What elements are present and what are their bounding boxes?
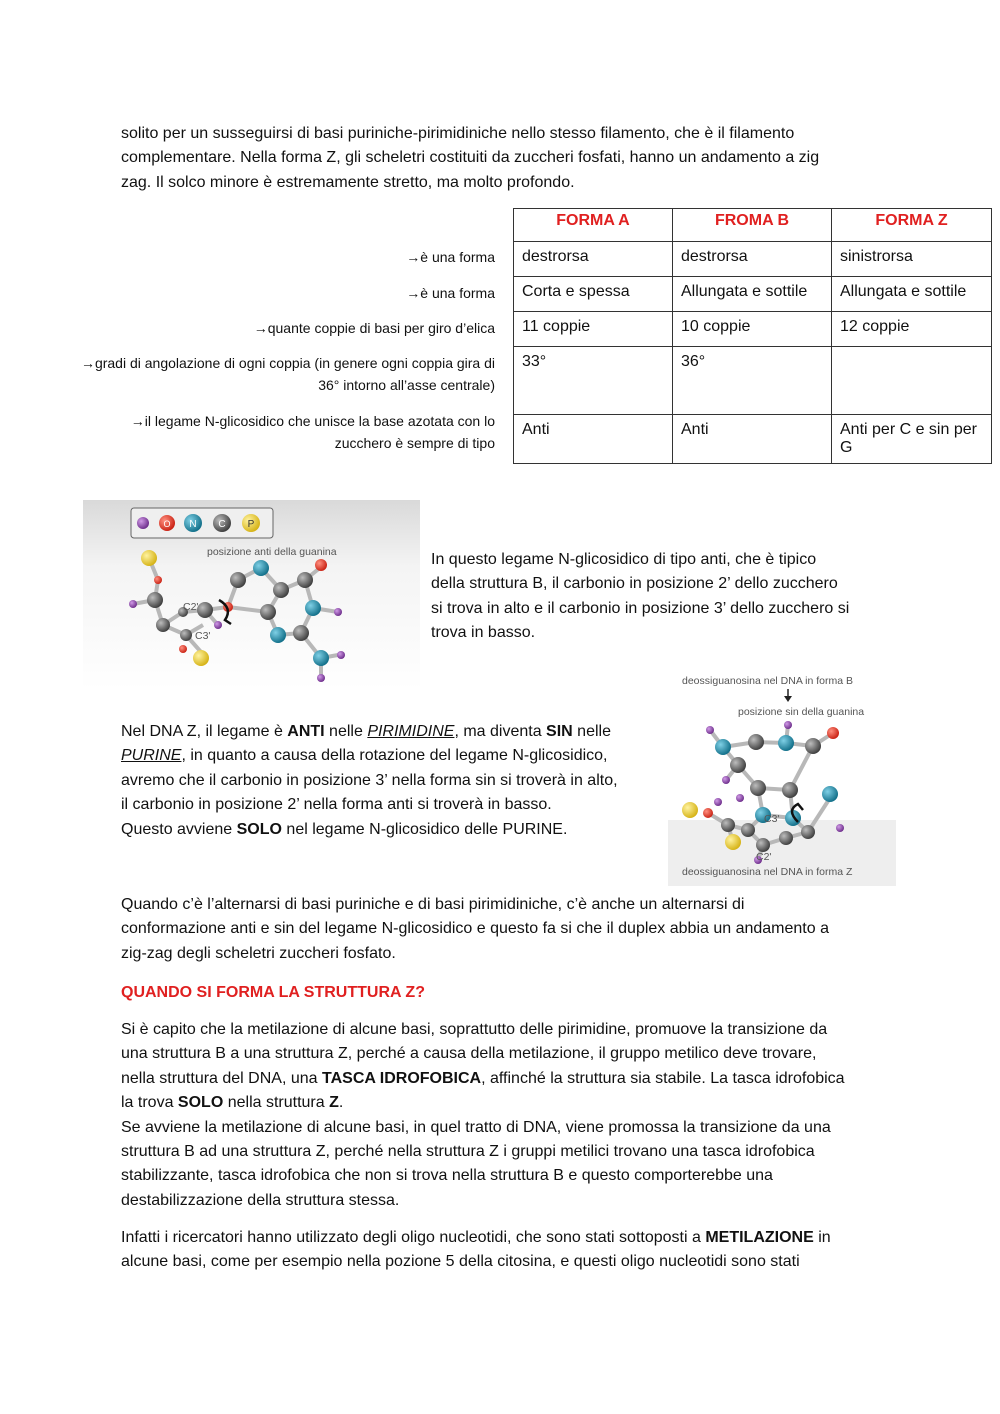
legend-o-label: O bbox=[163, 519, 171, 529]
phosphorus-atom bbox=[682, 802, 698, 818]
carbon-atom bbox=[156, 618, 170, 632]
hydrogen-atom bbox=[784, 721, 792, 729]
carbon-atom bbox=[748, 734, 764, 750]
phosphorus-atom bbox=[193, 650, 209, 666]
carbon-atom bbox=[297, 572, 313, 588]
carbon-atom bbox=[197, 602, 213, 618]
carbon-atom bbox=[293, 625, 309, 641]
nitrogen-atom bbox=[270, 627, 286, 643]
oxygen-atom bbox=[179, 645, 187, 653]
table-cell bbox=[832, 347, 992, 415]
carbon-atom bbox=[756, 838, 770, 852]
header-forma-a: FORMA A bbox=[514, 209, 673, 242]
c3-label: C3' bbox=[764, 813, 780, 825]
table-cell: sinistrorsa bbox=[832, 242, 992, 277]
carbon-atom bbox=[147, 592, 163, 608]
c2-label: C2' bbox=[756, 851, 772, 863]
table-cell: Corta e spessa bbox=[514, 277, 673, 312]
figure1-caption: posizione anti della guanina bbox=[207, 546, 337, 558]
hydrogen-atom bbox=[334, 608, 342, 616]
legend-h-atom bbox=[137, 517, 149, 529]
header-forma-b: FROMA B bbox=[673, 209, 832, 242]
legend-n-label: N bbox=[189, 519, 197, 530]
hydrogen-atom bbox=[214, 621, 222, 629]
hydrogen-atom bbox=[722, 776, 730, 784]
legend-c-label: C bbox=[218, 519, 226, 530]
carbon-atom bbox=[741, 823, 755, 837]
final-paragraph: Infatti i ricercatori hanno utilizzato degli oligo nucleotidi, che sono stati sottoposti a METILAZIONE in alcune basi, come per esempio nella pozione 5 della citosina, e questi oligo nucleotidi sono stati bbox=[121, 1229, 831, 1271]
carbon-atom bbox=[801, 825, 815, 839]
dna-forms-table bbox=[513, 208, 992, 464]
legend-p-label: P bbox=[247, 519, 255, 530]
row-label-shape: →è una forma bbox=[406, 285, 495, 301]
hydrogen-atom bbox=[836, 824, 844, 832]
figure2-top-caption: deossiguanosina nel DNA in forma B bbox=[682, 675, 854, 687]
anti-paragraph: In questo legame N-glicosidico di tipo anti, che è tipico della struttura B, il carbonio in posizione 2’ dello zucchero si trova in alto e il carbonio in posizione 3’ dello zucchero si trova in basso. bbox=[431, 551, 850, 642]
carbon-atom bbox=[805, 738, 821, 754]
figure2-bottom-caption: deossiguanosina nel DNA in forma Z bbox=[682, 866, 853, 878]
oxygen-atom bbox=[315, 559, 327, 571]
intro-paragraph: solito per un susseguirsi di basi puriniche-pirimidiniche nello stesso filamento, che è il filamento complementare. Nella forma Z, gli scheletri costituiti da zuccheri fosfati, hanno un andamento a zig zag. Il solco minore è estremamente stretto, ma molto profondo. bbox=[121, 125, 820, 191]
table-cell: Allungata e sottile bbox=[832, 277, 992, 312]
hydrogen-atom bbox=[736, 794, 744, 802]
carbon-atom bbox=[779, 831, 793, 845]
row-label-pairs-per-turn: →quante coppie di basi per giro d’elica bbox=[253, 320, 495, 336]
hydrogen-atom bbox=[317, 674, 325, 682]
carbon-atom bbox=[730, 757, 746, 773]
nitrogen-atom bbox=[715, 739, 731, 755]
table-cell: 12 coppie bbox=[832, 312, 992, 347]
carbon-atom bbox=[273, 582, 289, 598]
hydrogen-atom bbox=[337, 651, 345, 659]
oxygen-atom bbox=[827, 727, 839, 739]
table-cell: Anti bbox=[673, 415, 832, 464]
syn-guanine-figure bbox=[668, 670, 896, 886]
nitrogen-atom bbox=[822, 786, 838, 802]
row-label-glycosidic: →il legame N-glicosidico che unisce la base azotata con lo zucchero è sempre di tipo bbox=[130, 413, 495, 451]
alternation-paragraph: Quando c’è l’alternarsi di basi puriniche e di basi pirimidiniche, c’è anche un alternarsi di conformazione anti e sin del legame N-glicosidico e questo fa si che il duplex abbia un andamento a zig-zag degli scheletri zuccheri fosfato. bbox=[121, 896, 829, 962]
c3-label: C3' bbox=[195, 630, 211, 642]
methylation-paragraph: Si è capito che la metilazione di alcune basi, soprattutto delle pirimidine, promuove la transizione da una struttura B a una struttura Z, perché a causa della metilazione, il gruppo metilico deve trovare, nella struttura del DNA, una TASCA IDROFOBICA, affinché la struttura sia stabile. La tasca idrofobica la trova SOLO nella struttura Z. Se avviene la metilazione di alcune basi, in quel tratto di DNA, viene promossa la transizione da una struttura B ad una struttura Z, perché nella struttura Z i gruppi metilici trovano una tasca idrofobica stabilizzante, tasca idrofobica che non si trova nella struttura B e questo comporterebbe una destabilizzazione della struttura stessa. bbox=[121, 1021, 845, 1209]
carbon-atom bbox=[260, 604, 276, 620]
oxygen-atom bbox=[703, 808, 713, 818]
carbon-atom bbox=[230, 572, 246, 588]
row-label-handedness: →è una forma bbox=[406, 249, 495, 265]
nitrogen-atom bbox=[778, 735, 794, 751]
carbon-atom bbox=[750, 780, 766, 796]
carbon-atom bbox=[782, 782, 798, 798]
c2-label: C2' bbox=[183, 601, 199, 613]
hydrogen-atom bbox=[706, 726, 714, 734]
z-dna-paragraph: Nel DNA Z, il legame è ANTI nelle PIRIMIDINE, ma diventa SIN nelle PURINE, in quanto a causa della rotazione del legame N-glicosidico, avremo che il carbonio in posizione 3’ nella forma sin si troverà in alto, il carbonio in posizione 2’ nella forma anti si troverà in basso. Questo avviene SOLO nel legame N-glicosidico delle PURINE. bbox=[121, 723, 618, 838]
hydrogen-atom bbox=[714, 798, 722, 806]
table-cell: Allungata e sottile bbox=[673, 277, 832, 312]
figure2-subcaption: posizione sin della guanina bbox=[738, 706, 865, 718]
table-cell: 11 coppie bbox=[514, 312, 673, 347]
row-label-angle: →gradi di angolazione di ogni coppia (in genere ogni coppia gira di 36° intorno all’asse centrale) bbox=[80, 355, 495, 393]
header-forma-z: FORMA Z bbox=[832, 209, 992, 242]
table-cell: Anti bbox=[514, 415, 673, 464]
table-cell: 33° bbox=[514, 347, 673, 415]
nitrogen-atom bbox=[253, 560, 269, 576]
phosphorus-atom bbox=[725, 834, 741, 850]
table-cell: 10 coppie bbox=[673, 312, 832, 347]
hydrogen-atom bbox=[129, 600, 137, 608]
oxygen-atom bbox=[154, 576, 162, 584]
table-cell: 36° bbox=[673, 347, 832, 415]
section-heading: QUANDO SI FORMA LA STRUTTURA Z? bbox=[121, 984, 425, 1001]
anti-guanine-figure bbox=[83, 500, 420, 690]
carbon-atom bbox=[721, 818, 735, 832]
table-cell: Anti per C e sin per G bbox=[832, 415, 992, 464]
phosphorus-atom bbox=[141, 550, 157, 566]
nitrogen-atom bbox=[305, 600, 321, 616]
nitrogen-atom bbox=[313, 650, 329, 666]
table-cell: destrorsa bbox=[673, 242, 832, 277]
carbon-atom bbox=[180, 629, 192, 641]
table-cell: destrorsa bbox=[514, 242, 673, 277]
